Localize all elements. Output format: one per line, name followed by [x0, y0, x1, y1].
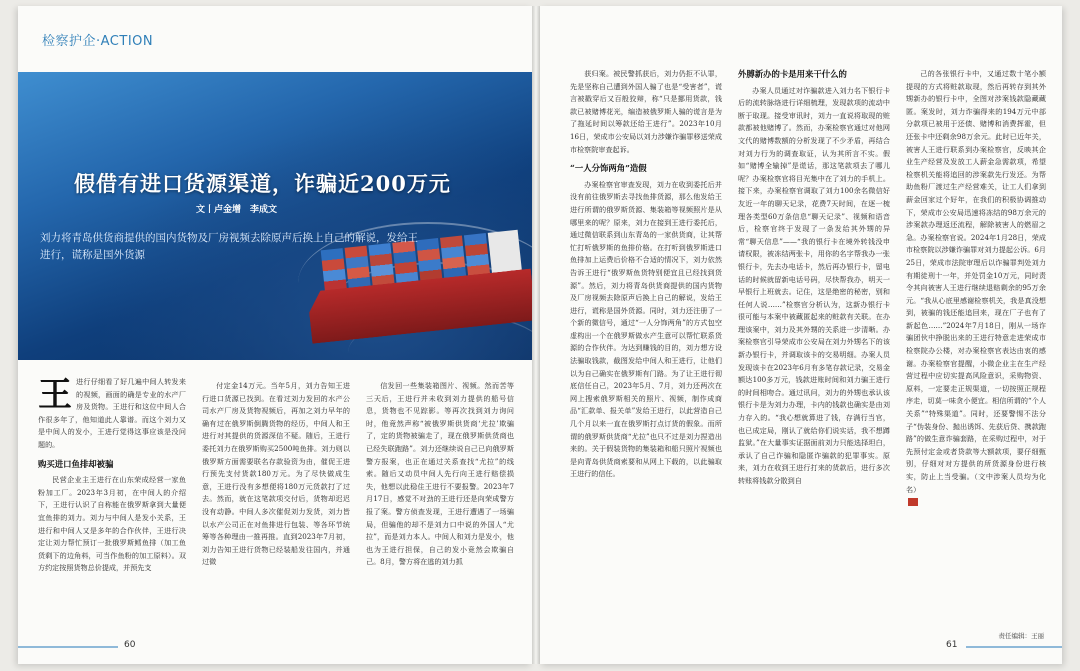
right-column-2 [738, 68, 890, 488]
paragraph: 办案检察官审查发现，刘力在收到委托后并没有前往俄罗斯去寻找鱼排货源，那么他发给王进行所谓的俄罗斯货源、集装箱等视频照片是从哪里来的呢？原来，刘力在接到王进行委托后，通过微信联系到山东青岛的一家供货商，让其帮忙打听俄罗斯的鱼排价格。在打听到俄罗斯进口鱼排加上运费后价格不合适的情况下，刘力依然告诉王进行“俄罗斯鱼货特别便宜且已经找到货源”。然后，刘力将青岛供货商提供的国内货物及厂房视频去除原声后换上自己的解说，发给王进行，谎称是国外货源。同时，刘力还注册了一个新的微信号，通过“一人分饰两角”的方式包空虚构出一个在俄罗斯做水产生意可以帮忙联系货源的合作伙伴。为达到赚钱的目的，刘力想方设法骗取钱款，截图发给中间人和王进行，让他们以为自己确实在俄罗斯有门路。为了让王进行彻底信任自己，2023年5月、7月，刘力还两次在网上搜索俄罗斯相关的照片、视频，制作成商品“汇款单、报关单”发给王进行，以此营造自己几个月以来一直在俄罗斯打点订货的假象。而所谓的俄罗斯供货商“尤拉”也只不过是刘力捏造出来的。关于假装货物的集装箱和船只照片视频也是向青岛供货商索要和从网上下载的，以此骗取王进行的信任。 [570, 179, 722, 479]
left-page [18, 6, 532, 664]
article-deck: 刘力将青岛供货商提供的国内货物及厂房视频去除原声后换上自己的解说，发给王进行，谎称是国外货源 [40, 232, 418, 261]
page-number: 60 [124, 640, 136, 650]
ship-bridge [488, 230, 522, 275]
hero-image [18, 72, 532, 360]
page-number-rule [966, 646, 1062, 648]
paragraph: 信发回一些集装箱图片、视频。然而苦等三天后，王进行并未收到刘力提供的船号信息，货物也不见踪影。等再次找到刘力询问时，他竟然声称“被俄罗斯供货商‘尤拉’欺骗了，定的货物被骗走了，现在俄罗斯供货商也已经失联跑路”。刘力还继续说自己已向俄罗斯警方报案，也正在通过关系查找“尤拉”的线索。随后又动员中间人先行向王进行赔偿损失，他想以此稳住王进行不要报警。2023年7月17日，感觉不对劲的王进行还是向荣成警方报了案。警方侦查发现，王进行遭遇了一场骗局，但骗他的却不是刘力口中说的外国人“尤拉”，而是刘力本人。中间人和刘力是发小，他也为王进行担保，自己的发小竟然会欺骗自己。8月，警方将在逃的刘力抓 [366, 381, 514, 567]
lead-paragraph: 进行仔细看了好几遍中间人转发来的视频，画面的确是专业的水产厂房及货物。王进行和这位中间人合作很多年了，他知道此人靠谱。而这个刘力又是中间人的发小，王进行觉得这事应该是没问题的。 [38, 377, 186, 449]
section-heading: 外膊新办的卡是用来干什么的 [738, 69, 847, 79]
page-number: 61 [946, 640, 958, 650]
container-stack [464, 233, 490, 277]
left-column-2 [202, 380, 350, 569]
container-stack [416, 238, 442, 282]
paragraph: 付定金14万元。当年5月，刘力告知王进行进口货源已找到。在看过刘力发回的水产公司水产厂房及货物视频后，再加之刘力早年的确有过在俄罗斯倒腾货物的经历，中间人和王进行对其提供的货源深信不疑。随后，王进行委托刘力在俄罗斯购买2500吨鱼排。刘力则以俄罗斯方面需要联名存款验资为由，催促王进行预先支付货款180万元。为了尽快做成生意，王进行没有多想便将180万元货款打了过去。然而，就在这笔款项交付后，货物却迟迟没有动静。中间人多次催促刘力发货，刘力皆以水产公司正在对鱼排进行包装、等各环节统筹等各种理由一推再推。直到2023年7月初，刘力告知王进行货物已经装船发往国内，并通过微 [202, 381, 350, 567]
paragraph: 己的各张银行卡中，又通过数十笔小额提现的方式将赃款取现，然后再转存到其外甥新办的银行卡中，全图对涉案钱款隐藏藏匿。案发时，刘力诈骗得来的194万元中部分款项已被用于还债、赌博和消费挥霍，但还张卡中还剩余98万余元。此时已近年关，被害人王进行联系到办案检察官，反映其企业生产经营及发放工人薪金急需款项，希望检察机关能将追回的涉案款先行发还。为帮助鱼粉厂渡过生产经营难关，让工人们拿到薪金回家过个好年，在我们的积极协调推动下，荣成市公安局迅速将冻结的98万余元的涉案款办理返还流程，解除被害人的燃眉之急。办案检察官说。2024年1月28日，荣成市检察院以涉嫌诈骗罪对刘力提起公诉。6月25日，荣成市法院审理后以诈骗罪判处刘力有期徒刑十一年，并处罚金10万元，同时责令其向被害人王进行继续退赔剩余的95万余元。“我从心底里感谢检察机关，我是真没想到，被骗的钱还能追回来，现在厂子也有了新起色……”2024年7月18日，刚从一场诈骗团伙中挣脱出来的王进行特意走进荣成市检察院办公楼，对办案检察官表达由衷的感谢。办案检察官提醒，小微企业主在生产经营过程中应切实提高风险意识，采购物资、原料，一定要走正规渠道，一切按照正规程序走，切莫一味贪小便宜。相信所谓的“个人关系”“特殊渠道”。同时，还要警惕不法分子“伪装身份、抛出诱饵、先获后贷、携款跑路”的做生意诈骗套路，在采购过程中，对于先预付定金或者贷款等大额款项，要仔细甄别，仔细对对方提供的所货源身份进行核实，防止上当受骗。（文中涉案人员均为化名） [906, 69, 1046, 494]
section-heading: 购买进口鱼排却被骗 [38, 458, 114, 469]
right-column-3 [906, 68, 1046, 509]
section-heading: “一人分饰两角”造假 [570, 163, 647, 174]
container-stack [440, 236, 466, 280]
right-column-1 [570, 68, 722, 481]
article-byline: 文丨卢金增 李成文 [196, 205, 278, 215]
right-page [540, 6, 1062, 664]
left-column-3 [366, 380, 514, 569]
page-number-rule [18, 646, 118, 648]
paragraph: 民营企业主王进行在山东荣成经营一家鱼粉加工厂。2023年3月初，在中间人的介绍下，王进行认识了自称能在俄罗斯拿到大量便宜鱼排的刘力。刘力与中间人是发小关系，王进行和中间人又是多年的合作伙伴，王进行决定让刘力帮忙预订一批俄罗斯鳕鱼排（加工鱼货剩下的边角料，可当作鱼粉的加工原料）。双方约定按照货物总价提成，并预先支 [38, 475, 186, 573]
editor-credit: 责任编辑：王丽 [998, 632, 1044, 640]
end-mark [908, 498, 918, 506]
section-label: 检察护企·ACTION [42, 34, 154, 49]
article-title: 假借有进口货源渠道，诈骗近200万元 [74, 171, 451, 196]
dropcap: 王 [38, 375, 72, 415]
spine [532, 6, 540, 664]
paragraph: 办案人员通过对诈骗款进入刘力名下银行卡后的流转脉络进行详细梳理，发现款项的流动中断于取现。接受审讯时，刘力一直说将取现的赃款都被他赌博了。然而，办案检察官通过对他网文代的赌博数额的分析发现了不少矛盾，再结合对刘力行为的调查取证，认为其所言不实。假如“赌博全输掉”是谎话，那这笔款项去了哪儿呢？办案检察官将目光集中在了刘力的手机上。接下来，办案检察官调取了刘力100余名微信好友近一年的聊天记录，花费7天时间，在逐一梳理各类型60万条信息“聊天记录”、视频和语音后，检察官终于发现了一条发给其外甥的异常“聊天信息”——“我的银行卡在境外转钱没申请权限，被冻结两张卡，用你的名字帮我办一张银行卡，先去办电话卡，然后再办银行卡，留电话的时候就留新电话号码，尽快帮我办，明天一早银行上班就去。记住，这是绝密的秘密，别和任何人说……”检察官分析认为，这新办银行卡很可能与本案中被藏匿起来的赃款有关联。在办理该案中，刘力及其外甥的关系进一步清晰。办案检察官引导荣成市公安局在刘力外甥名下的该新办银行卡，并调取该卡的交易明细。办案人员发现该卡在2023年6月有多笔存款记录，交易金额达100多万元，钱款进账时间和刘力骗王进行的时间相吻合。通过讯问，刘力的外甥也承认该银行卡是为刘力办理，卡内的钱款也确实是由刘力存入的。“我心想就算进了钱，存满行当官，也已成定局，刚认了就给你们说实话，我不想蹲监狱。”在大量事实证据面前刘力只能选择坦白，承认了自己诈骗和隐匿诈骗款的犯罪事实。原来，刘力在收到王进行打来的货款后，进行多次转账将钱款分散到自 [738, 85, 890, 485]
left-column-1 [38, 376, 186, 575]
paragraph: 获归案。被民警抓获后，刘力仍拒不认罪，先是坚称自己遭到外国人骗了也是“受害者”，谎言被戳穿后又百般狡辩，称“只是挪用货款，钱款已被赌博花光，编造被俄罗斯人骗的谎言是为了拖延时间以筹款还给王进行”。2023年10月16日，荣成市公安局以刘力涉嫌诈骗罪移送荣成市检察院审查起诉。 [570, 69, 722, 154]
